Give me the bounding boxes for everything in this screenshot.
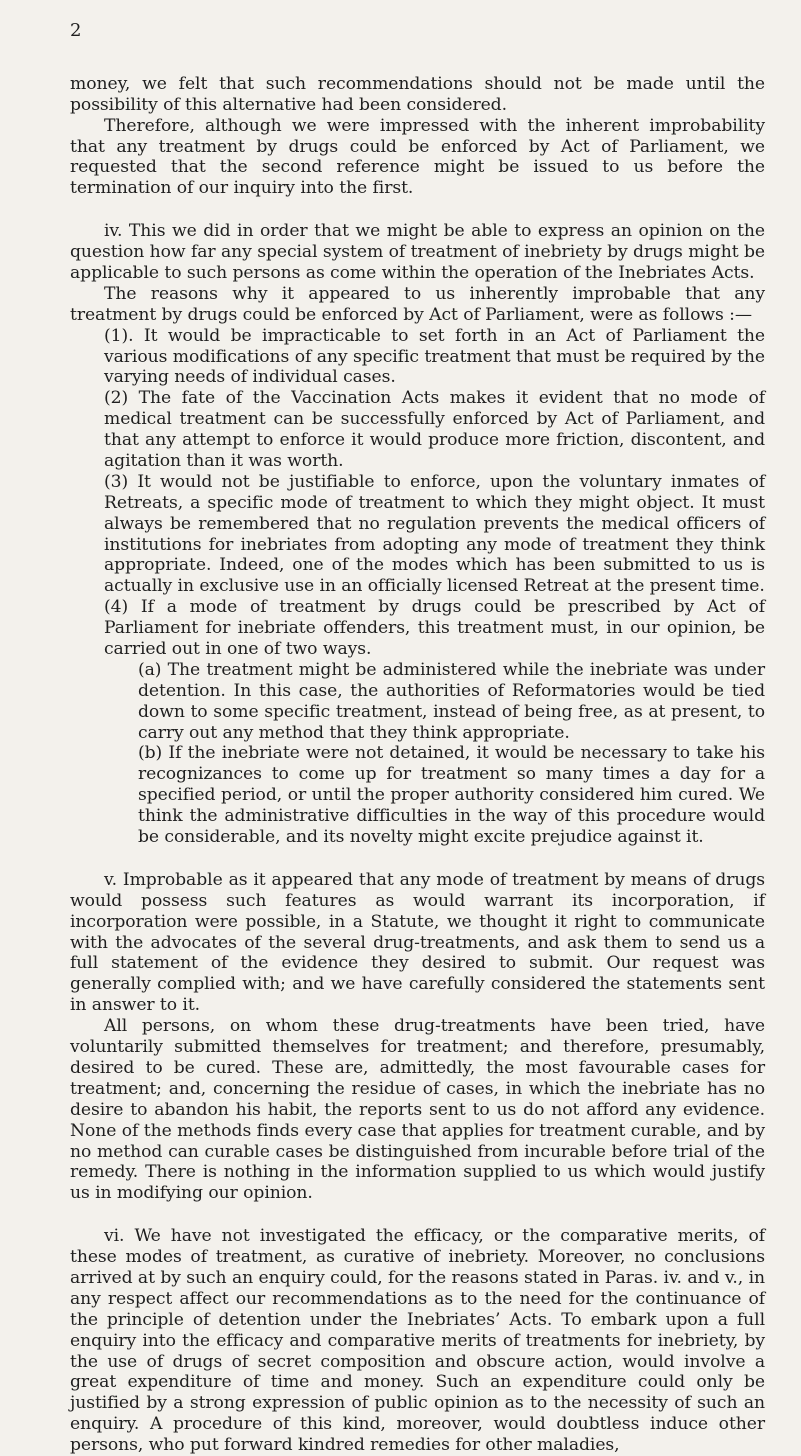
paragraph-continuation: money, we felt that such recommendations should not be made until the possibility of this alternative had been considered. bbox=[70, 73, 765, 115]
reason-1: (1). It would be impracticable to set forth in an Act of Parliament the various modifications of any specific treatment that must be required by the varying needs of individual cases. bbox=[104, 325, 765, 388]
drug-treatment-evidence-paragraph: All persons, on whom these drug-treatments have been tried, have voluntarily submitted themselves for treatment; and therefore, presumably, desired to be cured. These are, admittedly, the most favourable cases for treatment; and, concerning the residue of cases, in which the inebriate has no desire to abandon his habit, the reports sent to us do not afford any evidence. None of the methods finds every case that applies for treatment curable, and by no method can curable cases be distinguished from incurable before trial of the remedy. There is nothing in the information supplied to us which would justify us in modifying our opinion. bbox=[70, 1016, 765, 1204]
reason-4-a: (a) The treatment might be administered while the inebriate was under detention. In this case, the authorities of Reformatories would be tied down to some specific treatment, instead of being free, as at present, to carry out any method that they think appropriate. bbox=[138, 659, 765, 743]
reason-3: (3) It would not be justifiable to enforce, upon the voluntary inmates of Retreats, a specific mode of treatment to which they might object. It must always be remembered that no regulation prevents the medical officers of institutions for inebriates from adopting any mode of treatment they think appropriate. Indeed, one of the modes which has been submitted to us is actually in exclusive use in an officially licensed Retreat at the present time. bbox=[104, 471, 765, 597]
reason-2: (2) The fate of the Vaccination Acts makes it evident that no mode of medical treatment can be successfully enforced by Act of Parliament, and that any attempt to enforce it would produce more friction, discontent, and agitation than it was worth. bbox=[104, 388, 765, 471]
reason-4-b: (b) If the inebriate were not detained, it would be necessary to take his recognizances to come up for treatment so many times a day for a specified period, or until the proper authority considered him cured. We think the administrative difficulties in the way of this procedure would be considerable, and its novelty might excite prejudice against it. bbox=[138, 743, 765, 848]
section-iv-paragraph: iv. This we did in order that we might be able to express an opinion on the question how far any special system of treatment of inebriety by drugs might be applicable to such persons as come within the operation of the Inebriates Acts. bbox=[70, 221, 765, 283]
reason-4: (4) If a mode of treatment by drugs could be prescribed by Act of Parliament for inebriate offenders, this treatment must, in our opinion, be carried out in one of two ways. bbox=[104, 597, 765, 660]
section-v-paragraph: v. Improbable as it appeared that any mode of treatment by means of drugs would possess such features as would warrant its incorporation, if incorporation were possible, in a Statute, we thought it right to communicate with the advocates of the several drug-treatments, and ask them to send us a full statement of the evidence they desired to submit. Our request was generally complied with; and we have carefully considered the statements sent in answer to it. bbox=[70, 869, 765, 1016]
reasons-intro: The reasons why it appeared to us inherently improbable that any treatment by drugs could be enforced by Act of Parliament, were as follows :— bbox=[70, 283, 765, 325]
paragraph-therefore: Therefore, although we were impressed with the inherent improbability that any treatment by drugs could be enforced by Act of Parliament, we requested that the second reference might be issued to us before the termination of our inquiry into the first. bbox=[70, 115, 765, 199]
section-vi-paragraph: vi. We have not investigated the efficacy, or the comparative merits, of these modes of treatment, as curative of inebriety. Moreover, no conclusions arrived at by such an enquiry could, for the reasons stated in Paras. iv. and v., in any respect affect our recommendations as to the need for the continuance of the principle of detention under the Inebriates’ Acts. To embark upon a full enquiry into the efficacy and comparative merits of treatments for inebriety, by the use of drugs of secret composition and obscure action, would involve a great expenditure of time and money. Such an expenditure could only be justified by a strong expression of public opinion as to the necessity of such an enquiry. A procedure of this kind, moreover, would doubtless induce other persons, who put forward kindred remedies for other maladies, bbox=[70, 1226, 765, 1456]
page-number: 2 bbox=[70, 20, 82, 41]
